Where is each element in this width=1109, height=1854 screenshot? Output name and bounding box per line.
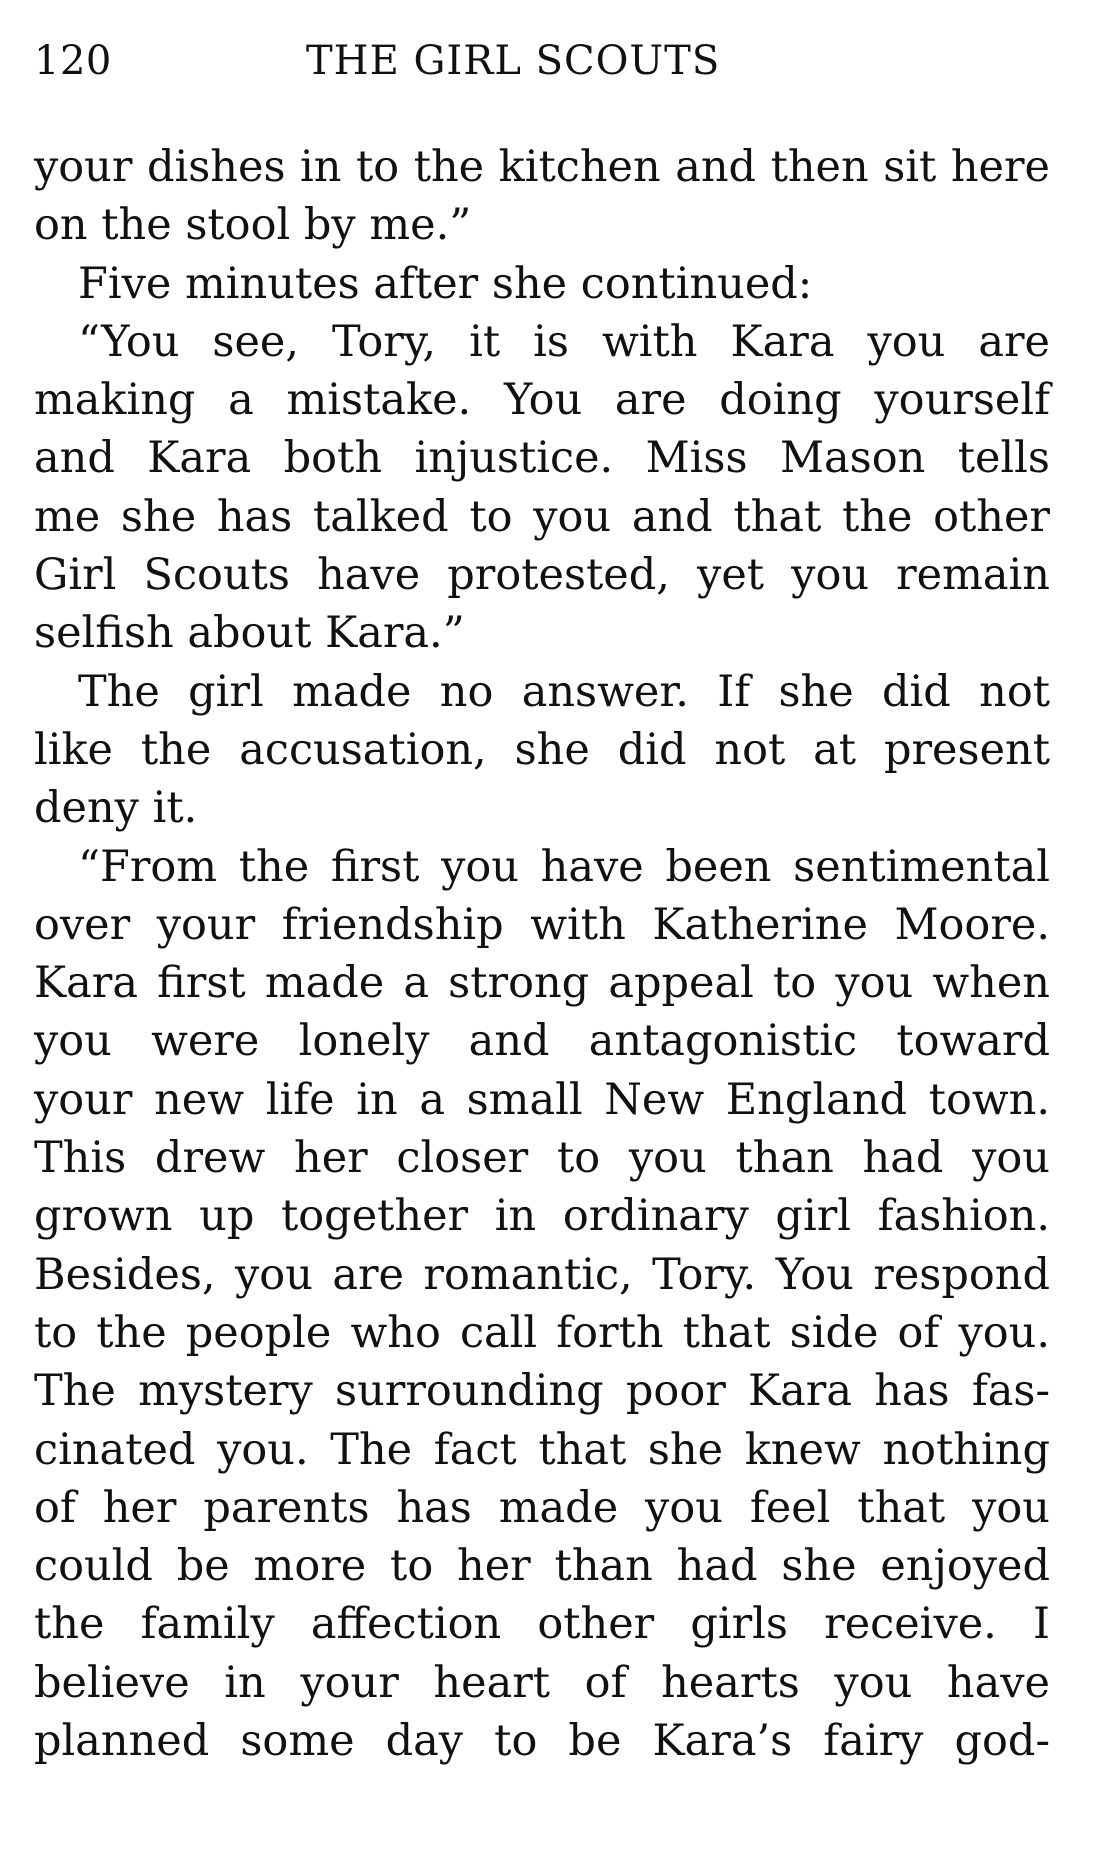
text-line: Besides, you are romantic, Tory. You respond	[34, 1249, 1050, 1300]
text-line: making a mistake. You are doing yourself	[34, 375, 1050, 426]
text-line: of her parents has made you feel that you	[34, 1482, 1050, 1533]
text-line: deny it.	[34, 783, 198, 834]
text-line: Kara first made a strong appeal to you when	[34, 958, 1050, 1009]
text-line: your new life in a small New England town.	[34, 1074, 1050, 1125]
text-line: me she has talked to you and that the other	[34, 491, 1050, 542]
text-line: the family affection other girls receive. I	[34, 1599, 1050, 1650]
text-line: This drew her closer to you than had you	[34, 1133, 1050, 1184]
text-line: Girl Scouts have protested, yet you remain	[34, 550, 1050, 601]
text-line: and Kara both injustice. Miss Mason tells	[34, 433, 1050, 484]
text-line: The mystery surrounding poor Kara has fas-	[34, 1366, 1050, 1417]
page-number: 120	[34, 38, 112, 84]
text-line: “From the first you have been sentimental	[78, 841, 1050, 892]
text-line: like the accusation, she did not at present	[34, 724, 1050, 775]
text-line: to the people who call forth that side of you.	[34, 1307, 1050, 1358]
text-line: on the stool by me.”	[34, 200, 472, 251]
text-line: “You see, Tory, it is with Kara you are	[78, 316, 1050, 367]
body-text	[34, 138, 1050, 1770]
text-line: planned some day to be Kara’s fairy god-	[34, 1716, 1050, 1767]
running-head	[34, 38, 1050, 98]
text-line: cinated you. The fact that she knew nothing	[34, 1424, 1050, 1475]
text-line: Five minutes after she continued:	[78, 258, 813, 309]
text-line: could be more to her than had she enjoyed	[34, 1541, 1050, 1592]
running-title: THE GIRL SCOUTS	[306, 38, 721, 84]
text-line: selfish about Kara.”	[34, 608, 465, 659]
text-line: believe in your heart of hearts you have	[34, 1657, 1050, 1708]
text-line: The girl made no answer. If she did not	[78, 666, 1050, 717]
text-line: you were lonely and antagonistic toward	[34, 1016, 1050, 1067]
text-line: over your friendship with Katherine Moore.	[34, 899, 1050, 950]
text-line: grown up together in ordinary girl fashion.	[34, 1191, 1050, 1242]
text-line: your dishes in to the kitchen and then sit here	[34, 142, 1050, 192]
